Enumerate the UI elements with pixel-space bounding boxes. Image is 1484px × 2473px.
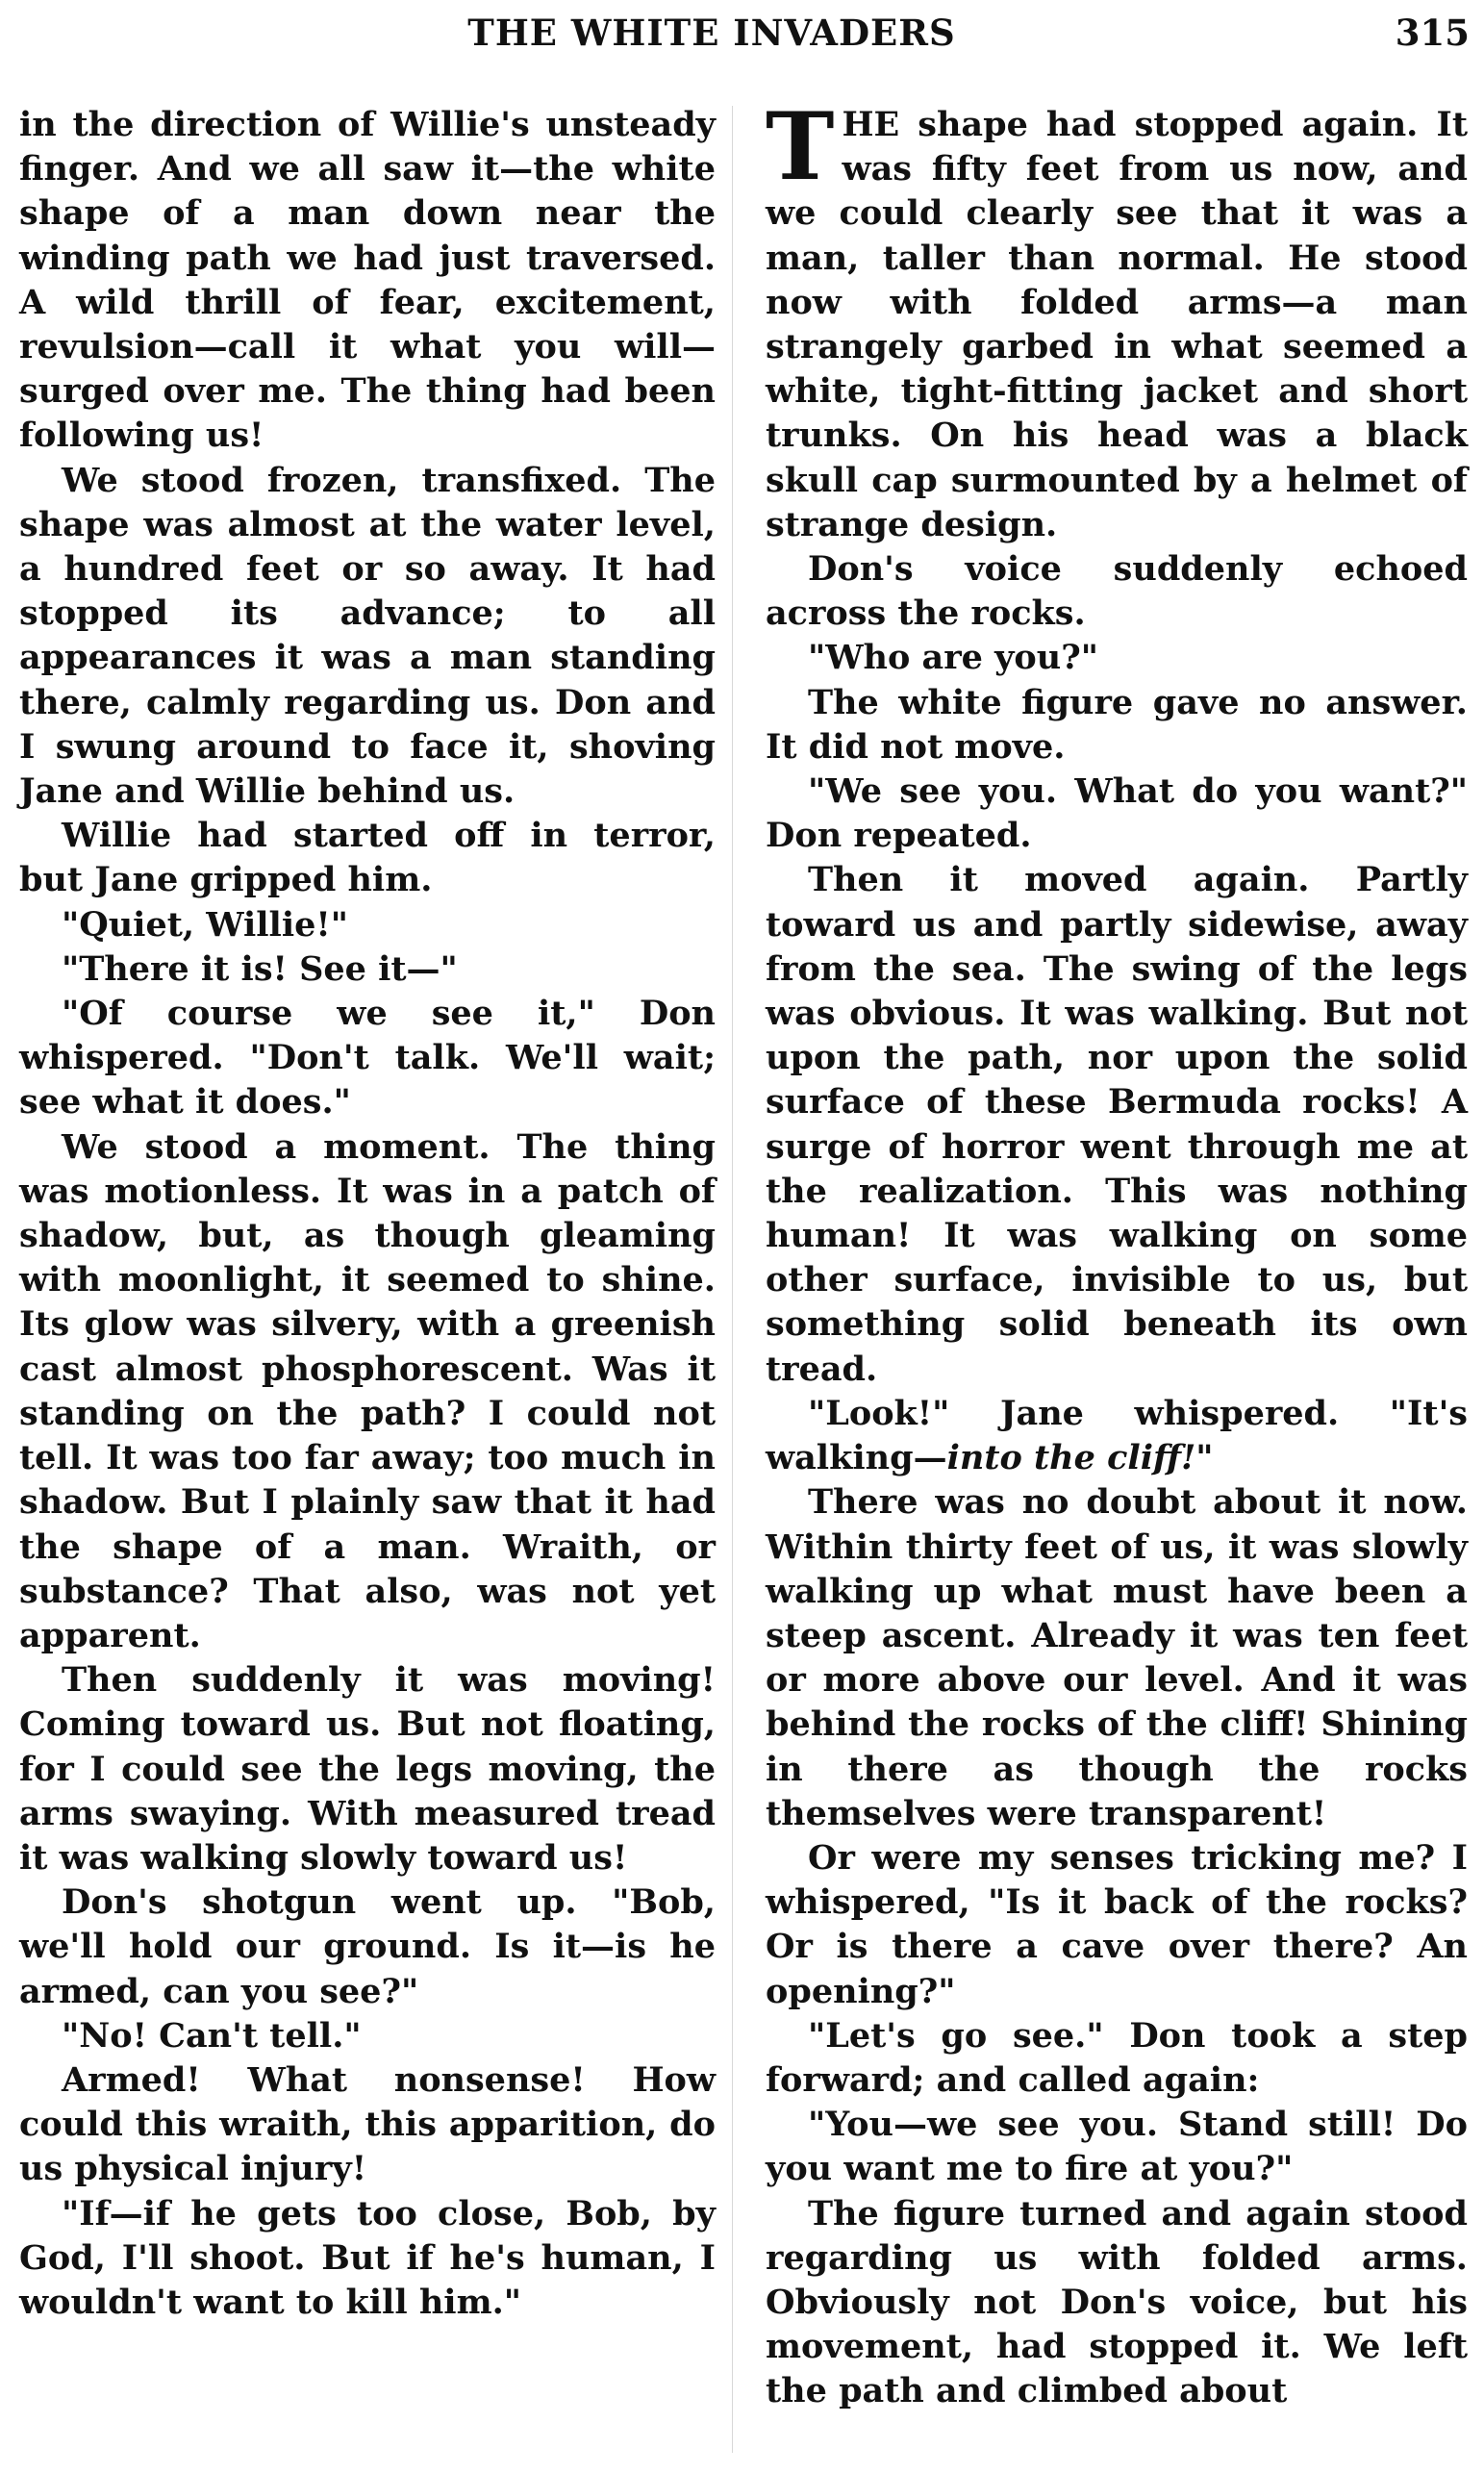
paragraph: "Who are you?": [808, 638, 1098, 678]
running-title: THE WHITE INVADERS: [467, 12, 956, 54]
paragraph: Armed! What nonsense! How could this wraith, this apparition, do us physical injury!: [19, 2059, 716, 2189]
paragraph: "We see you. What do you want?" Don repeated.: [766, 771, 1468, 856]
page-header: [0, 8, 1484, 65]
paragraph: The white figure gave no answer. It did not move.: [766, 682, 1468, 767]
paragraph: in the direction of Willie's unsteady finger. And we all saw it—the white shape of a man down near the winding path we had just traversed. A wild thrill of fear, excitement, revulsion—call it what you will—surged over me. The thing had been following us!: [19, 105, 716, 456]
paragraph: Willie had started off in terror, but Jane gripped him.: [19, 816, 716, 900]
paragraph: We stood a moment. The thing was motionless. It was in a patch of shadow, but, as though gleaming with moonlight, it seemed to shine. Its glow was silvery, with a greenish cast almost phosphorescent. Was it standing on the path? I could not tell. It was too far away; too much in shadow. But I plainly saw that it had the shape of a man. Wraith, or substance? That also, was not yet apparent.: [19, 1126, 716, 1655]
italic-text: into the cliff!": [946, 1438, 1214, 1478]
column-divider: [732, 106, 733, 2453]
paragraph: "If—if he gets too close, Bob, by God, I'll shoot. But if he's human, I wouldn't want to kill him.": [19, 2193, 716, 2322]
drop-cap: T: [766, 92, 835, 201]
paragraph: There was no doubt about it now. Within thirty feet of us, it was slowly walking up what must have been a steep ascent. Already it was ten feet or more above our level. And it was behind the rocks of the cliff! Shining in there as though the rocks themselves were transparent!: [766, 1482, 1468, 1833]
paragraph: "You—we see you. Stand still! Do you want me to fire at you?": [766, 2105, 1468, 2189]
paragraph: Don's shotgun went up. "Bob, we'll hold our ground. Is it—is he armed, can you see?": [19, 1882, 716, 2011]
paragraph: Then it moved again. Partly toward us and partly sidewise, away from the sea. The swing of the legs was obvious. It was walking. But not upon the path, nor upon the solid surface of these Bermuda rocks! A surge of horror went through me at the realization. This was nothing human! It was walking on some other surface, invisible to us, but something solid beneath its own tread.: [766, 860, 1468, 1389]
paragraph-text: "Look!" Jane whispered. "It's walking—: [766, 1393, 1468, 1478]
paragraph: We stood frozen, transfixed. The shape was almost at the water level, a hundred feet or so away. It had stopped its advance; to all appearances it was a man standing there, calmly regarding us. Don and I swung around to face it, shoving Jane and Willie behind us.: [19, 460, 716, 812]
paragraph: "Of course we see it," Don whispered. "Don't talk. We'll wait; see what it does.": [19, 994, 716, 1123]
left-column: [19, 103, 716, 2325]
paragraph: "No! Can't tell.": [62, 2015, 362, 2056]
paragraph: Don's voice suddenly echoed across the rocks.: [766, 549, 1468, 634]
paragraph: Or were my senses tricking me? I whispered, "Is it back of the rocks? Or is there a cave over there? An opening?": [766, 1837, 1468, 2011]
paragraph: The figure turned and again stood regarding us with folded arms. Obviously not Don's voice, but his movement, had stopped it. We left the path and climbed about: [766, 2193, 1468, 2411]
paragraph: Then suddenly it was moving! Coming toward us. But not floating, for I could see the legs moving, the arms swaying. With measured tread it was walking slowly toward us!: [19, 1660, 716, 1878]
opening-paragraph: [766, 92, 1468, 547]
opening-text: HE shape had stopped again. It was fifty feet from us now, and we could clearly see that it was a man, taller than normal. He stood now with folded arms—a man strangely garbed in what seemed a white, tight-fitting jacket and short trunks. On his head was a black skull cap surmounted by a helmet of strange design.: [766, 105, 1468, 544]
paragraph: "Quiet, Willie!": [62, 904, 349, 945]
paragraph: [766, 1392, 1468, 1480]
paragraph: "Let's go see." Don took a step forward; and called again:: [766, 2015, 1468, 2100]
page-number: 315: [1395, 12, 1470, 54]
paragraph: "There it is! See it—": [62, 948, 458, 989]
right-column: [766, 92, 1468, 2414]
